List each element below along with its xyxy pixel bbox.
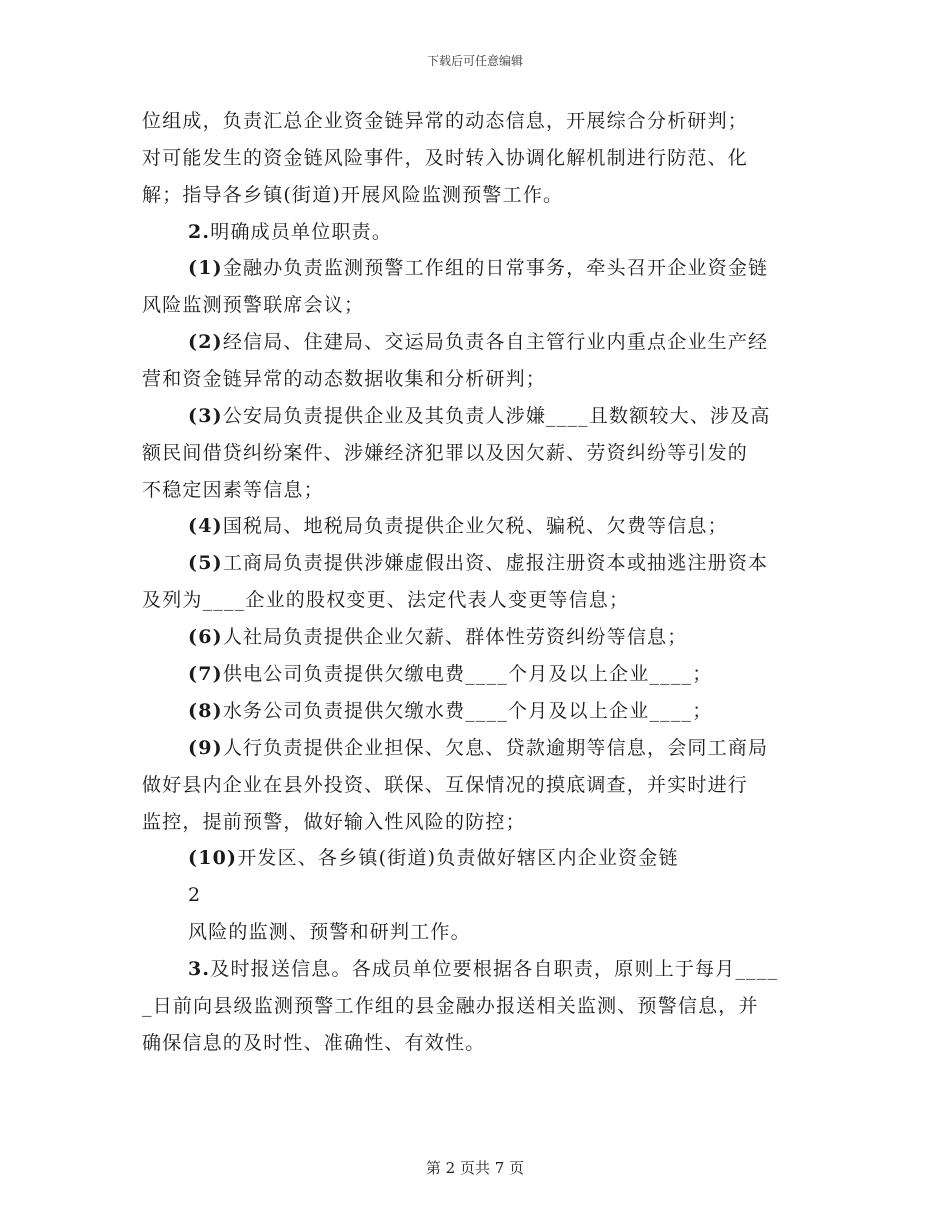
list-item: (3)公安局负责提供企业及其负责人涉嫌____且数额较大、涉及高	[188, 405, 771, 427]
list-item: (6)人社局负责提供企业欠薪、群体性劳资纠纷等信息；	[188, 626, 688, 648]
text-line: 确保信息的及时性、准确性、有效性。	[142, 1032, 486, 1054]
text-line: 位组成，负责汇总企业资金链异常的动态信息，开展综合分析研判；	[142, 110, 749, 132]
text-line: _日前向县级监测预警工作组的县金融办报送相关监测、预警信息，并	[142, 995, 759, 1017]
list-item: (2)经信局、住建局、交运局负责各自主管行业内重点企业生产经	[188, 331, 769, 353]
text-line: 风险的监测、预警和研判工作。	[188, 921, 471, 943]
text-line: 不稳定因素等信息；	[142, 479, 324, 501]
section-heading: 3.及时报送信息。各成员单位要根据各自职责，原则上于每月____	[188, 958, 779, 980]
list-item: (4)国税局、地税局负责提供企业欠税、骗税、欠费等信息；	[188, 515, 728, 537]
list-item: (5)工商局负责提供涉嫌虚假出资、虚报注册资本或抽逃注册资本	[188, 552, 769, 574]
page-header: 下载后可任意编辑	[426, 54, 523, 68]
text-line: 风险监测预警联席会议；	[142, 294, 365, 316]
list-item: (9)人行负责提供企业担保、欠息、贷款逾期等信息，会同工商局	[188, 737, 769, 759]
page-footer: 第 2 页共 7 页	[425, 1159, 525, 1177]
text-line: 额民间借贷纠纷案件、涉嫌经济犯罪以及因欠薪、劳资纠纷等引发的	[142, 442, 749, 464]
text-line: 及列为____企业的股权变更、法定代表人变更等信息；	[142, 589, 630, 611]
list-item: (7)供电公司负责提供欠缴电费____个月及以上企业____；	[188, 663, 713, 685]
text-line: 营和资金链异常的动态数据收集和分析研判；	[142, 368, 547, 390]
text-line: 做好县内企业在县外投资、联保、互保情况的摸底调查，并实时进行	[142, 774, 749, 796]
text-line: 对可能发生的资金链风险事件，及时转入协调化解机制进行防范、化	[142, 147, 749, 169]
list-item: (1)金融办负责监测预警工作组的日常事务，牵头召开企业资金链	[188, 257, 769, 279]
text-line: 解；指导各乡镇(街道)开展风险监测预警工作。	[142, 184, 564, 206]
inline-page-number: 2	[188, 884, 202, 906]
list-item: (8)水务公司负责提供欠缴水费____个月及以上企业____；	[188, 700, 713, 722]
list-item: (10)开发区、各乡镇(街道)负责做好辖区内企业资金链	[188, 847, 679, 869]
section-heading: 2.明确成员单位职责。	[188, 221, 393, 243]
text-line: 监控，提前预警，做好输入性风险的防控；	[142, 811, 526, 833]
